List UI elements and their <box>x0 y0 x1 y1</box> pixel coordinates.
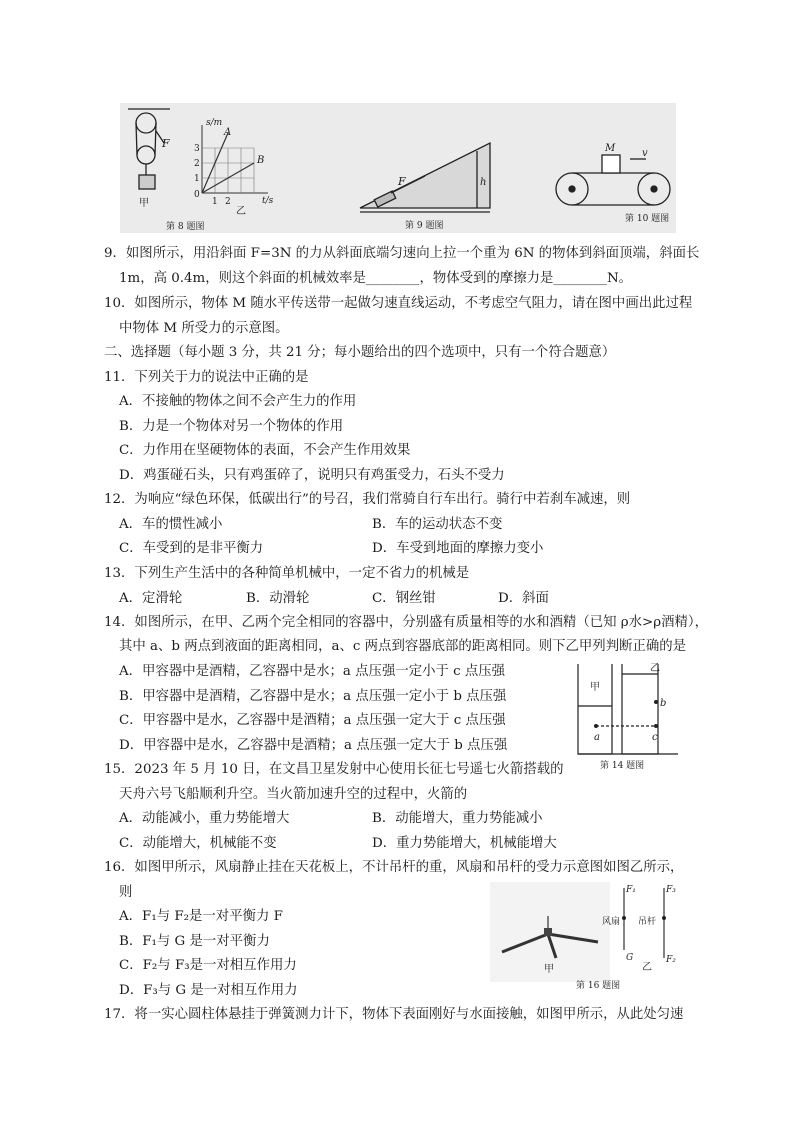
label-jia: 甲 <box>590 682 600 693</box>
q15-option-c: C．动能增大，机械能不变 <box>119 836 277 851</box>
point-c <box>654 724 658 728</box>
figure-10 <box>550 103 676 233</box>
label-F1: F₁ <box>626 885 636 895</box>
q14-option-c: C．甲容器中是水，乙容器中是酒精；a 点压强一定大于 c 点压强 <box>119 713 506 728</box>
q10-line1: 10．如图所示，物体 M 随水平传送带一起做匀速直线运动，不考虑空气阻力，请在图中画出此过程 <box>104 296 693 311</box>
figure-9 <box>355 103 505 233</box>
q14-option-b: B．甲容器中是酒精，乙容器中是水；a 点压强一定小于 b 点压强 <box>119 689 507 704</box>
point-a <box>594 724 598 728</box>
q13-option-b: B．动滑轮 <box>246 591 310 606</box>
q14-line1: 14．如图所示，在甲、乙两个完全相同的容器中，分别盛有质量相等的水和酒精（已知 ρ水>ρ酒精）， <box>104 615 708 630</box>
y-tick-3: 3 <box>194 144 200 154</box>
caption-fig9: 第 9 题图 <box>405 221 444 231</box>
movable-pulley <box>137 146 155 164</box>
q11-stem: 11．下列关于力的说法中正确的是 <box>104 370 309 385</box>
q11-option-c: C．力作用在坚硬物体的表面，不会产生作用效果 <box>119 443 411 458</box>
q16-option-b: B．F₁与 G 是一对平衡力 <box>119 934 270 949</box>
label-G: G <box>626 953 634 963</box>
x-tick-1: 1 <box>212 197 218 207</box>
q12-option-a: A．车的惯性减小 <box>119 517 223 532</box>
q11-option-a: A．不接触的物体之间不会产生力的作用 <box>119 394 357 409</box>
q15-option-a: A．动能减小，重力势能增大 <box>119 811 290 826</box>
label-F: F <box>162 137 170 150</box>
q11-option-d: D．鸡蛋碰石头，只有鸡蛋碎了，说明只有鸡蛋受力，石头不受力 <box>119 468 505 483</box>
label-A: A <box>224 127 232 138</box>
label-a: a <box>594 732 600 743</box>
label-yi: 乙 <box>642 962 652 973</box>
section-2-heading: 二、选择题（每小题 3 分，共 21 分；每小题给出的四个选项中，只有一个符合题意） <box>104 345 616 360</box>
q11-option-b: B．力是一个物体对另一个物体的作用 <box>119 419 344 434</box>
q12-option-c: C．车受到的是非平衡力 <box>119 541 264 556</box>
fan-hub <box>544 928 552 936</box>
q16-line2: 则 <box>119 885 133 900</box>
q16-option-c: C．F₂与 F₃是一对相互作用力 <box>119 958 297 973</box>
label-F3: F₃ <box>666 885 676 895</box>
q17-line1: 17．将一实心圆柱体悬挂于弹簧测力计下，物体下表面刚好与水面接触，如图甲所示，从此处匀速 <box>104 1007 684 1022</box>
label-F2: F₂ <box>666 955 676 965</box>
q14-line2: 其中 a、b 两点到液面的距离相同，a、c 两点到容器底部的距离相同。则下乙甲列判断正确的是 <box>119 639 687 654</box>
q14-option-a: A．甲容器中是酒精，乙容器中是水；a 点压强一定小于 c 点压强 <box>119 664 506 679</box>
figure-8 <box>120 103 290 233</box>
q16-option-a: A．F₁与 F₂是一对平衡力 F <box>119 909 283 924</box>
q13-stem: 13．下列生产生活中的各种简单机械中，一定不省力的机械是 <box>104 566 470 581</box>
q16-line1: 16．如图甲所示，风扇静止挂在天花板上，不计吊杆的重，风扇和吊杆的受力示意图如图乙所示， <box>104 860 684 875</box>
label-B: B <box>257 155 265 166</box>
figure-16 <box>490 882 690 994</box>
y-tick-2: 2 <box>194 159 200 169</box>
figure-14 <box>574 660 686 772</box>
q12-stem: 12．为响应“绿色环保，低碳出行”的号召，我们常骑自行车出行。骑行中若刹车减速，则 <box>104 492 631 507</box>
q16-option-d: D．F₃与 G 是一对相互作用力 <box>119 983 298 998</box>
label-c: c <box>652 732 658 743</box>
q13-option-d: D．斜面 <box>498 591 549 606</box>
caption-fig10: 第 10 题图 <box>625 214 670 224</box>
q9-line1: 9．如图所示，用沿斜面 F=3N 的力从斜面底端匀速向上拉一个重为 6N 的物体到斜面顶端，斜面长 <box>104 246 700 261</box>
label-F: F <box>398 175 406 188</box>
q14-option-d: D．甲容器中是水，乙容器中是酒精；a 点压强一定大于 b 点压强 <box>119 738 508 753</box>
point-b <box>654 700 658 704</box>
block-M <box>602 155 620 173</box>
weight-block <box>139 175 155 189</box>
q13-option-a: A．定滑轮 <box>119 591 183 606</box>
x-tick-2: 2 <box>225 197 231 207</box>
q15-option-b: B．动能增大，重力势能减小 <box>372 811 543 826</box>
caption-fig14: 第 14 题图 <box>600 761 645 771</box>
q15-option-d: D．重力势能增大，机械能增大 <box>372 836 557 851</box>
figure-band-top <box>120 103 676 233</box>
label-rod: 吊杆 <box>638 917 657 927</box>
caption-fig16: 第 16 题图 <box>576 981 621 991</box>
label-yi: 乙 <box>236 206 246 217</box>
label-M: M <box>605 143 616 154</box>
q15-line1: 15．2023 年 5 月 10 日，在文昌卫星发射中心使用长征七号遥七火箭搭载的 <box>104 762 564 777</box>
q9-line2: 1m，高 0.4m，则这个斜面的机械效率是________，物体受到的摩擦力是________N。 <box>119 271 633 286</box>
label-b: b <box>660 698 667 709</box>
y-tick-1: 1 <box>194 174 200 184</box>
label-yi: 乙 <box>650 663 660 674</box>
q15-line2: 天舟六号飞船顺利升空。当火箭加速升空的过程中，火箭的 <box>119 787 468 802</box>
q12-option-d: D．车受到地面的摩擦力变小 <box>372 541 544 556</box>
fixed-pulley <box>136 113 156 133</box>
label-jia: 甲 <box>544 964 554 975</box>
label-fan: 风扇 <box>602 917 621 927</box>
label-jia: 甲 <box>139 198 149 209</box>
x-tick-0: 0 <box>194 190 200 200</box>
label-v: v <box>642 148 648 159</box>
q12-option-b: B．车的运动状态不变 <box>372 517 503 532</box>
caption-fig8: 第 8 题图 <box>166 222 205 232</box>
x-label: t/s <box>262 196 274 206</box>
q10-line2: 中物体 M 所受力的示意图。 <box>119 321 289 336</box>
q13-option-c: C．钢丝钳 <box>372 591 436 606</box>
y-label: s/m <box>206 118 223 128</box>
label-h: h <box>480 177 487 188</box>
